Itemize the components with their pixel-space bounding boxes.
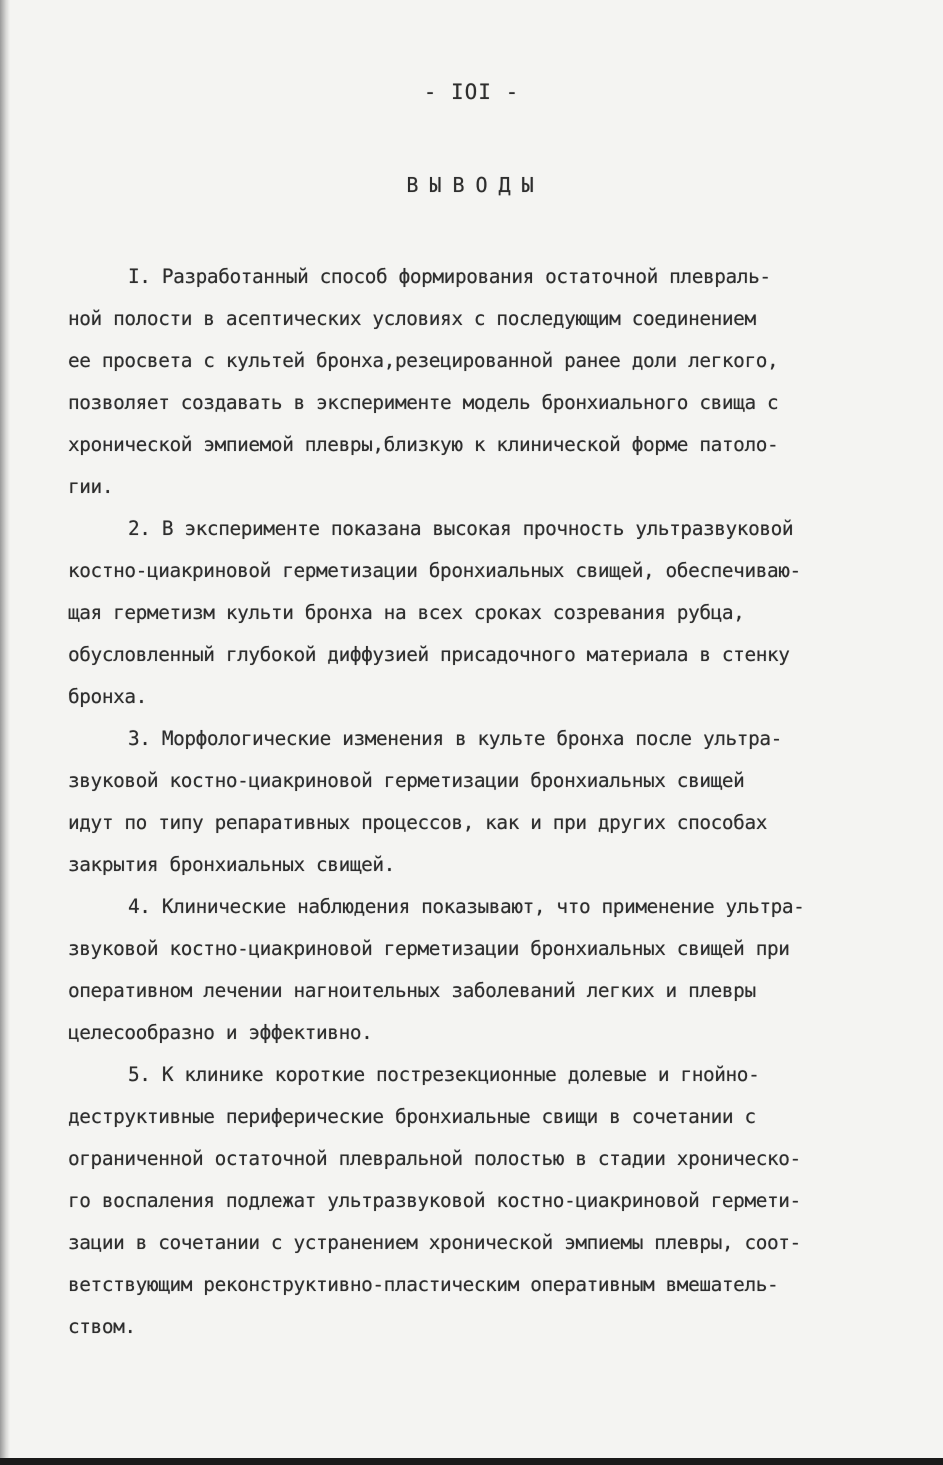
text-line: ной полости в асептических условиях с последующим соединением xyxy=(68,307,756,330)
text-line: костно-циакриновой герметизации бронхиальных свищей, обеспечиваю- xyxy=(68,559,801,582)
conclusion-item-3 xyxy=(68,718,888,886)
text-line: щая герметизм культи бронха на всех сроках созревания рубца, xyxy=(68,601,745,624)
text-line: деструктивные периферические бронхиальные свищи в сочетании с xyxy=(68,1105,756,1128)
text-line: позволяет создавать в эксперименте модель бронхиального свища с xyxy=(68,391,779,414)
text-line: обусловленный глубокой диффузией присадочного материала в стенку xyxy=(68,643,790,666)
text-line: 4. Клинические наблюдения показывают, что применение ультра- xyxy=(128,895,805,918)
text-line: зации в сочетании с устранением хронической эмпиемы плевры, соот- xyxy=(68,1231,801,1254)
section-title: ВЫВОДЫ xyxy=(406,173,545,197)
text-line: звуковой костно-циакриновой герметизации бронхиальных свищей xyxy=(68,769,745,792)
text-line: гии. xyxy=(68,475,114,498)
conclusion-item-1 xyxy=(68,256,888,508)
text-line: бронха. xyxy=(68,685,147,708)
text-line: ее просвета с культей бронха,резецированной ранее доли легкого, xyxy=(68,349,779,372)
conclusions-body xyxy=(68,256,888,1348)
scan-left-shadow xyxy=(0,0,10,1465)
scan-bottom-edge xyxy=(0,1458,943,1465)
conclusion-item-4 xyxy=(68,886,888,1054)
text-line: закрытия бронхиальных свищей. xyxy=(68,853,395,876)
text-line: идут по типу репаративных процессов, как и при других способах xyxy=(68,811,767,834)
text-line: хронической эмпиемой плевры,близкую к клинической форме патоло- xyxy=(68,433,779,456)
text-line: 3. Морфологические изменения в культе бронха после ультра- xyxy=(128,727,782,750)
text-line: 5. К клинике короткие пострезекционные долевые и гнойно- xyxy=(128,1063,760,1086)
conclusion-item-2 xyxy=(68,508,888,718)
text-line: оперативном лечении нагноительных заболеваний легких и плевры xyxy=(68,979,756,1002)
text-line: I. Разработанный способ формирования остаточной плевраль- xyxy=(128,265,771,288)
text-line: 2. В эксперименте показана высокая прочность ультразвуковой xyxy=(128,517,794,540)
text-line: го воспаления подлежат ультразвуковой костно-циакриновой гермети- xyxy=(68,1189,801,1212)
text-line: ограниченной остаточной плевральной полостью в стадии хроническо- xyxy=(68,1147,801,1170)
text-line: ветствующим реконструктивно-пластическим оперативным вмешатель- xyxy=(68,1273,779,1296)
conclusions-list xyxy=(68,256,888,1348)
text-line: целесообразно и эффективно. xyxy=(68,1021,373,1044)
page-number: - IOI - xyxy=(423,80,520,104)
conclusion-item-5 xyxy=(68,1054,888,1348)
text-line: ством. xyxy=(68,1315,136,1338)
text-line: звуковой костно-циакриновой герметизации бронхиальных свищей при xyxy=(68,937,790,960)
